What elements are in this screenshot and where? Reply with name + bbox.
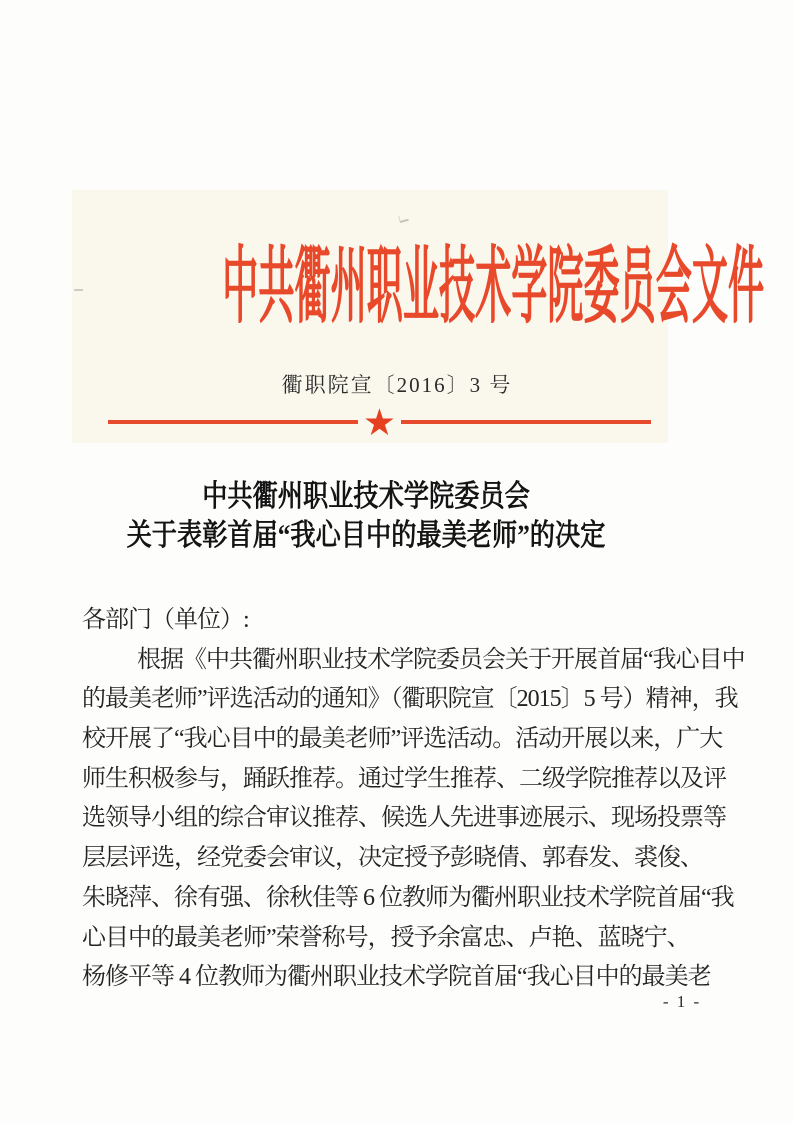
body-line: 校开展了“我心目中的最美老师”评选活动。活动开展以来，广大 [82,726,723,753]
document-title-line1: 中共衢州职业技术学院委员会 [202,480,530,513]
red-star-divider [108,400,651,444]
body-line: 师生积极参与，踊跃推荐。通过学生推荐、二级学院推荐以及评 [82,765,726,792]
red-header-org-title: 中共衢州职业技术学院委员会文件 [222,239,765,333]
scan-artifact [74,289,83,291]
body-line: 的最美老师”评选活动的通知》（衢职院宣〔2015〕5 号）精神，我 [82,686,738,713]
document-body [82,601,745,998]
divider-line-left [108,420,358,424]
page-number: - 1 - [662,992,702,1011]
body-line: 层层评选，经党委会审议，决定授予彭晓倩、郭春发、裘俊、 [82,845,703,872]
star-icon: ★ [362,400,397,444]
divider-line-right [401,420,651,424]
document-number: 衢职院宣〔2016〕3 号 [281,373,513,397]
body-salutation: 各部门（单位）: [82,607,249,633]
body-line: 杨修平等 4 位教师为衢州职业技术学院首届“我心目中的最美老 [82,964,711,991]
document-title-line2: 关于表彰首届“我心目中的最美老师”的决定 [126,519,606,552]
body-line: 心目中的最美老师”荣誉称号，授予余富忠、卢艳、蓝晓宁、 [82,924,690,951]
body-line: 选领导小组的综合审议推荐、候选人先进事迹展示、现场投票等 [82,805,726,832]
body-line: 根据《中共衢州职业技术学院委员会关于开展首届“我心目中 [137,646,745,673]
body-line: 朱晓萍、徐有强、徐秋佳等 6 位教师为衢州职业技术学院首届“我 [82,884,734,911]
document-title [59,477,674,555]
